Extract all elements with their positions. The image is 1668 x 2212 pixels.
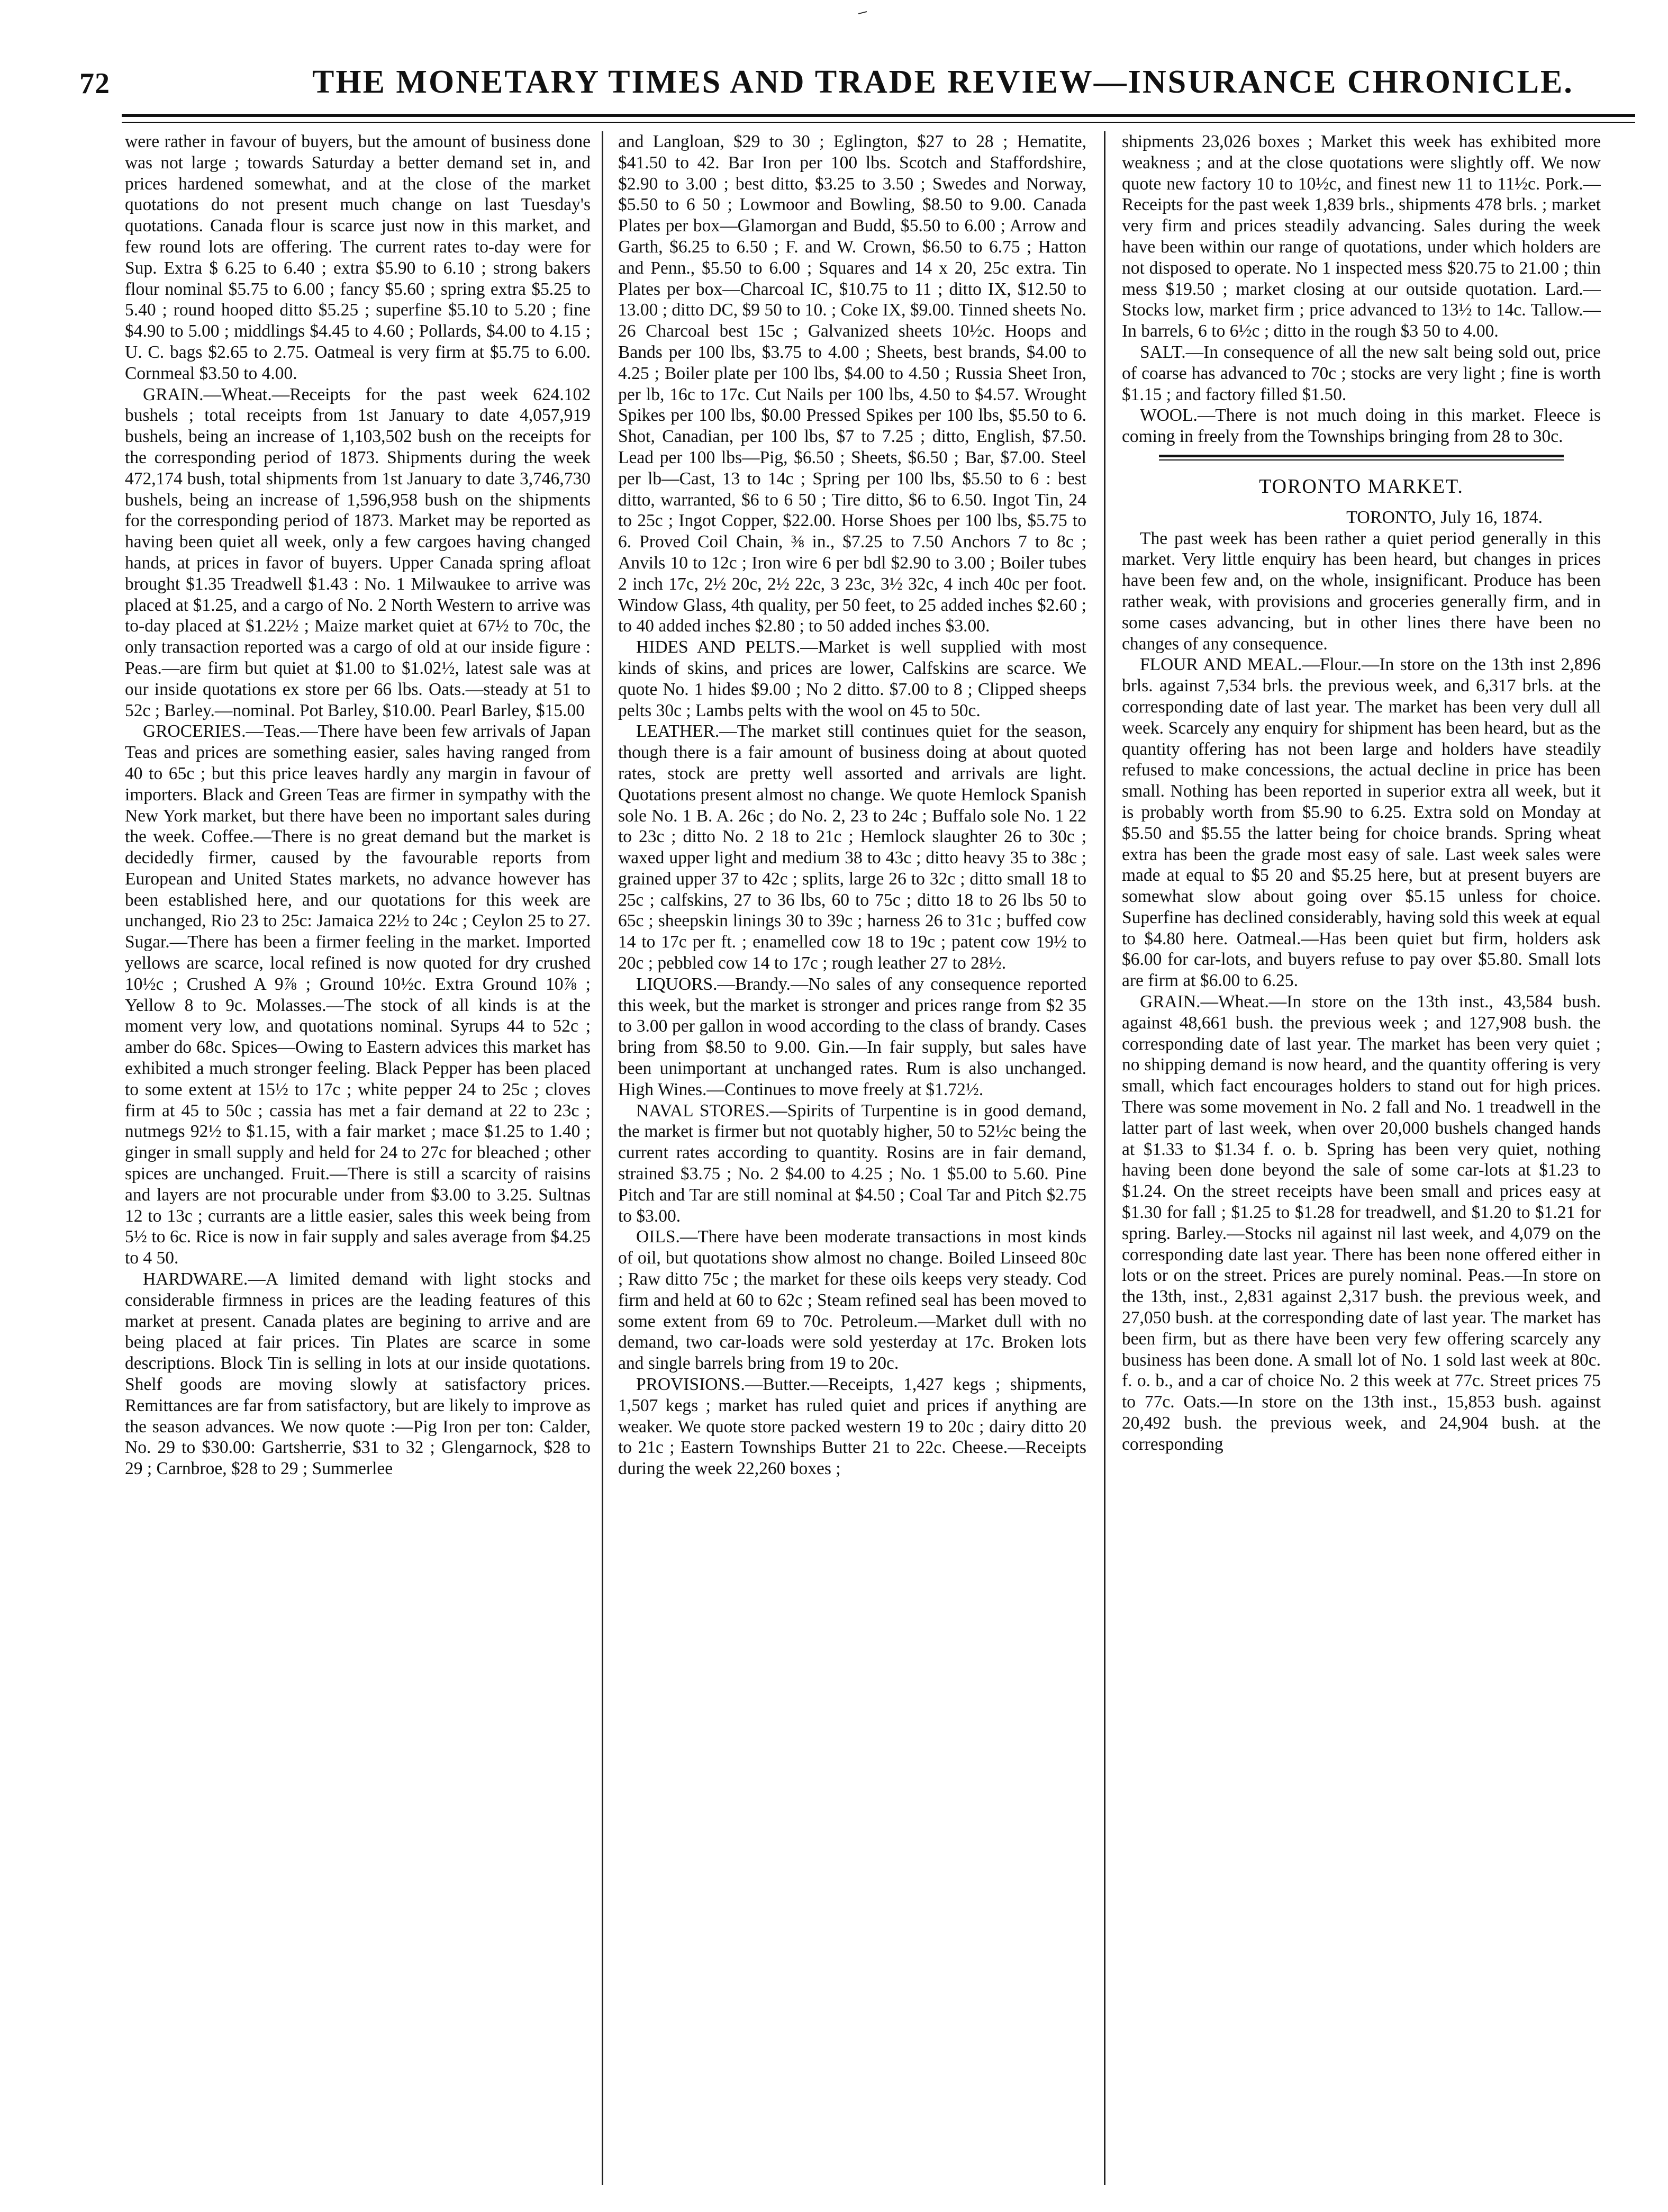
column-2 xyxy=(618,131,1086,2185)
article-paragraph: SALT.—In consequence of all the new salt being sold out, price of coarse has advanced to 70c ; stocks are very light ; fine is worth $1.15 ; and factory filled $1.50. xyxy=(1122,342,1601,404)
article-paragraph: NAVAL STORES.—Spirits of Turpentine is in good demand, the market is firmer but not quotably higher, 50 to 52½c being the current rates according to quantity. Rosins are in fair demand, strained $3.75 ; No. 2 $4.00 to 4.25 ; No. 1 $5.00 to 5.60. Pine Pitch and Tar are still nominal at $4.50 ; Coal Tar and Pitch $2.75 to $3.00. xyxy=(618,1100,1086,1226)
header-rule-thin xyxy=(122,122,1635,123)
header-rule-thick xyxy=(122,114,1635,117)
article-paragraph: FLOUR AND MEAL.—Flour.—In store on the 13th inst 2,896 brls. against 7,534 brls. the previous week, and 6,317 brls. at the corresponding date of last year. The market has been very dull all week. Scarcely any enquiry for shipment has been heard, but as the quantity offering has not been large and holders have steadily refused to make concessions, the actual decline in price has been small. Nothing has been reported in superior extra all week, but it is probably worth from $5.90 to 6.25. Extra sold on Monday at $5.50 and $5.55 the latter being for choice brands. Spring wheat extra has been the grade most easy of sale. Last week sales were made at equal to $5 20 and $5.25 here, but at present buyers are somewhat slow about going over $5.15 unless for choice. Superfine has declined considerably, having sold this week at equal to $4.80 here. Oatmeal.—Has been quiet but firm, holders ask $6.00 for car-lots, and buyers refuse to pay over $5.80. Small lots are firm at $6.00 to 6.25. xyxy=(1122,655,1601,991)
article-paragraph: shipments 23,026 boxes ; Market this week has exhibited more weakness ; and at the close quotations were slightly off. We now quote new factory 10 to 10½c, and finest new 11 to 11½c. Pork.—Receipts for the past week 1,839 brls., shipments 478 brls. ; market very firm and prices steadily advancing. Sales during the week have been within our range of quotations, under which holders are not disposed to operate. No 1 inspected mess $20.75 to 21.00 ; thin mess $19.50 ; market closing at our outside quotation. Lard.—Stocks low, market firm ; price advanced to 13½ to 14c. Tallow.—In barrels, 6 to 6½c ; ditto in the rough $3 50 to 4.00. xyxy=(1122,132,1601,341)
article-paragraph: PROVISIONS.—Butter.—Receipts, 1,427 kegs ; shipments, 1,507 kegs ; market has ruled quiet and prices if anything are weaker. We quote store packed western 19 to 20c ; dairy ditto 20 to 21c ; Eastern Townships Butter 21 to 22c. Cheese.—Receipts during the week 22,260 boxes ; xyxy=(618,1375,1086,1479)
article-paragraph: HARDWARE.—A limited demand with light stocks and considerable firmness in prices are the leading features of this market at present. Canada plates are begining to arrive and are being placed at fair prices. Tin Plates are scarce in some descriptions. Block Tin is selling in lots at our inside quotations. Shelf goods are moving slowly at satisfactory prices. Remittances are far from satisfactory, but are likely to improve as the season advances. We now quote :—Pig Iron per ton: Calder, No. 29 to $30.00: Gartsherrie, $31 to 32 ; Glengarnock, $28 to 29 ; Carnbroe, $28 to 29 ; Summerlee xyxy=(125,1269,591,1479)
article-paragraph: GROCERIES.—Teas.—There have been few arrivals of Japan Teas and prices are something easier, sales having ranged from 40 to 65c ; but this price leaves hardly any margin in favour of importers. Black and Green Teas are firmer in sympathy with the New York market, but there have been no important sales during the week. Coffee.—There is no great demand but the market is decidedly firmer, caused by the favourable reports from European and United States markets, no advance however has been established here, and our quotations for this week are unchanged, Rio 23 to 25c: Jamaica 22½ to 24c ; Ceylon 25 to 27. Sugar.—There has been a firmer feeling in the market. Imported yellows are scarce, local refined is now quoted for dry crushed 10½c ; Crushed A 9⅞ ; Ground 10½c. Extra Ground 10⅞ ; Yellow 8 to 9c. Molasses.—The stock of all kinds is at the moment very low, and quotations nominal. Syrups 44 to 52c ; amber do 68c. Spices—Owing to Eastern advices this market has exhibited a much stronger feeling. Black Pepper has been placed to some extent at 15½ to 17c ; white pepper 24 to 25c ; cloves firm at 45 to 50c ; cassia has met a fair demand at 22 to 23c ; nutmegs 92½ to $1.15, with a fair market ; mace $1.25 to 1.40 ; ginger in small supply and held for 24 to 27c for bleached ; other spices are unchanged. Fruit.—There is still a scarcity of raisins and layers are not procurable under from $3.00 to 3.25. Sultnas 12 to 13c ; currants are a little easier, sales this week being from 5½ to 6c. Rice is now in fair supply and sales average from $4.25 to 4 50. xyxy=(125,721,591,1268)
section-rule-thick xyxy=(1159,455,1564,457)
print-mark xyxy=(858,7,867,11)
column-divider-1 xyxy=(602,131,603,2185)
article-paragraph: WOOL.—There is not much doing in this market. Fleece is coming in freely from the Townships bringing from 28 to 30c. xyxy=(1122,405,1601,447)
article-paragraph: OILS.—There have been moderate transactions in most kinds of oil, but quotations show almost no change. Boiled Linseed 80c ; Raw ditto 75c ; the market for these oils keeps very steady. Cod firm and held at 60 to 62c ; Steam refined seal has been moved to some extent from 69 to 70c. Petroleum.—Market dull with no demand, two car-loads were sold yesterday at 17c. Broken lots and single barrels bring from 19 to 20c. xyxy=(618,1227,1086,1374)
article-paragraph: GRAIN.—Wheat.—Receipts for the past week 624.102 bushels ; total receipts from 1st January to date 4,057,919 bushels, being an increase of 1,103,502 bush on the receipts for the corresponding period of 1873. Shipments during the week 472,174 bush, total shipments from 1st January to date 3,746,730 bushels, being an increase of 1,596,958 bush on the shipments for the corresponding period of 1873. Market may be reported as having been quiet all week, only a few cargoes having changed hands, at prices in favor of buyers. Upper Canada spring afloat brought $1.35 Treadwell $1.43 : No. 1 Milwaukee to arrive was placed at $1.25, and a cargo of No. 2 North Western to arrive was to-day placed at $1.22½ ; Maize market quiet at 67½ to 70c, the only transaction reported was a cargo of old at our inside figure : Peas.—are firm but quiet at $1.00 to $1.02½, latest sale was at our inside quotations ex store per 66 lbs. Oats.—steady at 51 to 52c ; Barley.—nominal. Pot Barley, $10.00. Pearl Barley, $15.00 xyxy=(125,384,591,720)
article-paragraph: GRAIN.—Wheat.—In store on the 13th inst., 43,584 bush. against 48,661 bush. the previous week ; and 127,908 bush. the corresponding date of last year. The market has been very quiet ; no shipping demand is now heard, and the quantity offering is very small, which fact encourages holders to stand out for high prices. There was some movement in No. 2 fall and No. 1 treadwell in the latter part of last week, when over 20,000 bushels changed hands at $1.33 to $1.34 f. o. b. Spring has been very quiet, nothing having been done beyond the sale of some car-lots at $1.23 to $1.24. On the street receipts have been small and prices easy at $1.30 for fall ; $1.25 to $1.28 for treadwell, and $1.20 to $1.21 for spring. Barley.—Stocks nil against nil last week, and 4,079 on the corresponding date last year. There has been none offered either in lots or on the street. Prices are purely nominal. Peas.—In store on the 13th, inst., 2,831 against 2,317 bush. the previous week, and 27,050 bush. at the corresponding date of last year. The market has been firm, but as there have been very few offering scarcely any business has been done. A small lot of No. 1 sold last week at 80c. f. o. b., and a car of choice No. 2 this week at 77c. Street prices 75 to 77c. Oats.—In store on the 13th inst., 15,853 bush. against 20,492 bush. the previous week, and 24,904 bush. at the corresponding xyxy=(1122,992,1601,1454)
article-paragraph: LEATHER.—The market still continues quiet for the season, though there is a fair amount of business doing at about quoted rates, stock are pretty well assorted and arrivals are light. Quotations present almost no change. We quote Hemlock Spanish sole No. 1 B. A. 26c ; do No. 2, 23 to 24c ; Buffalo sole No. 1 22 to 23c ; ditto No. 2 18 to 21c ; Hemlock slaughter 26 to 30c ; waxed upper light and medium 38 to 43c ; ditto heavy 35 to 38c ; grained upper 37 to 42c ; splits, large 26 to 32c ; ditto small 18 to 25c ; calfskins, 27 to 36 lbs, 60 to 75c ; ditto 18 to 26 lbs 50 to 65c ; sheepskin linings 30 to 39c ; harness 26 to 31c ; buffed cow 14 to 17c per ft. ; enamelled cow 18 to 19c ; patent cow 19½ to 20c ; pebbled cow 14 to 17c ; rough leather 27 to 28½. xyxy=(618,721,1086,973)
section-rule-thin xyxy=(1159,459,1564,461)
article-paragraph: were rather in favour of buyers, but the amount of business done was not large ; towards Saturday a better demand set in, and prices hardened somewhat, and at the close of the market quotations do not present much change on last Tuesday's quotations. Canada flour is scarce just now in this market, and few round lots are offering. The current rates to-day were for Sup. Extra $ 6.25 to 6.40 ; extra $5.90 to 6.10 ; strong bakers flour nominal $5.75 to 6.00 ; fancy $5.60 ; spring extra $5.25 to 5.40 ; round hooped ditto $5.25 ; superfine $5.10 to 5.20 ; fine $4.90 to 5.00 ; middlings $4.45 to 4.60 ; Pollards, $4.00 to 4.15 ; U. C. bags $2.65 to 2.75. Oatmeal is very firm at $5.75 to 6.00. Cornmeal $3.50 to 4.00. xyxy=(125,132,591,383)
page-number: 72 xyxy=(79,67,110,100)
column-1 xyxy=(125,131,591,2185)
column-divider-2 xyxy=(1104,131,1105,2185)
page-header xyxy=(79,64,1593,122)
running-title: THE MONETARY TIMES AND TRADE REVIEW—INSURANCE CHRONICLE. xyxy=(312,64,1574,100)
article-paragraph: HIDES AND PELTS.—Market is well supplied with most kinds of skins, and prices are lower, Calfskins are scarce. We quote No. 1 hides $9.00 ; No 2 ditto. $7.00 to 8 ; Clipped sheeps pelts 30c ; Lambs pelts with the wool on 45 to 50c. xyxy=(618,637,1086,720)
dateline: TORONTO, July 16, 1874. xyxy=(1346,507,1543,527)
column-3 xyxy=(1122,131,1601,2185)
section-heading: TORONTO MARKET. xyxy=(1259,475,1464,498)
article-paragraph: The past week has been rather a quiet period generally in this market. Very little enquiry has been heard, but changes in prices have been few and, on the whole, insignificant. Produce has been rather weak, with provisions and groceries generally firm, and in some cases advancing, but in other lines there have been no changes of any consequence. xyxy=(1122,528,1601,654)
article-paragraph: LIQUORS.—Brandy.—No sales of any consequence reported this week, but the market is stronger and prices range from $2 35 to 3.00 per gallon in wood according to the class of brandy. Cases bring from $8.50 to 9.00. Gin.—In fair supply, but sales have been unimportant at unchanged rates. Rum is also unchanged. High Wines.—Continues to move freely at $1.72½. xyxy=(618,974,1086,1099)
article-paragraph: and Langloan, $29 to 30 ; Eglington, $27 to 28 ; Hematite, $41.50 to 42. Bar Iron per 100 lbs. Scotch and Staffordshire, $2.90 to 3.00 ; best ditto, $3.25 to 3.50 ; Swedes and Norway, $5.50 to 6 50 ; Lowmoor and Bowling, $8.50 to 9.00. Canada Plates per box—Glamorgan and Budd, $5.50 to 6.00 ; Arrow and Garth, $6.25 to 6.50 ; F. and W. Crown, $6.50 to 6.75 ; Hatton and Penn., $5.50 to 6.00 ; Squares and 14 x 20, 25c extra. Tin Plates per box—Charcoal IC, $10.75 to 11 ; ditto IX, $12.50 to 13.00 ; ditto DC, $9 50 to 10. ; Coke IX, $9.00. Tinned sheets No. 26 Charcoal best 15c ; Galvanized sheets 10½c. Hoops and Bands per 100 lbs, $3.75 to 4.00 ; Sheets, best brands, $4.00 to 4.25 ; Boiler plate per 100 lbs, $4.00 to 4.50 ; Russia Sheet Iron, per lb, 16c to 17c. Cut Nails per 100 lbs, 4.50 to $4.57. Wrought Spikes per 100 lbs, $0.00 Pressed Spikes per 100 lbs, $5.50 to 6. Shot, Canadian, per 100 lbs, $7 to 7.25 ; ditto, English, $7.50. Lead per 100 lbs—Pig, $6.50 ; Sheets, $6.50 ; Bar, $7.00. Steel per lb—Cast, 13 to 14c ; Spring per 100 lbs, $5.50 to 6 : best ditto, warranted, $6 to 6 50 ; Tire ditto, $6 to 6.50. Ingot Tin, 24 to 25c ; Ingot Copper, $22.00. Horse Shoes per 100 lbs, $5.75 to 6. Proved Coil Chain, ⅜ in., $7.25 to 7.50 Anchors 7 to 8c ; Anvils 10 to 12c ; Iron wire 6 per bdl $2.90 to 3.00 ; Boiler tubes 2 inch 17c, 2½ 20c, 2½ 22c, 3 23c, 3½ 32c, 4 inch 40c per foot. Window Glass, 4th quality, per 50 feet, to 25 added inches $2.60 ; to 40 added inches $2.80 ; to 50 added inches $3.00. xyxy=(618,132,1086,636)
